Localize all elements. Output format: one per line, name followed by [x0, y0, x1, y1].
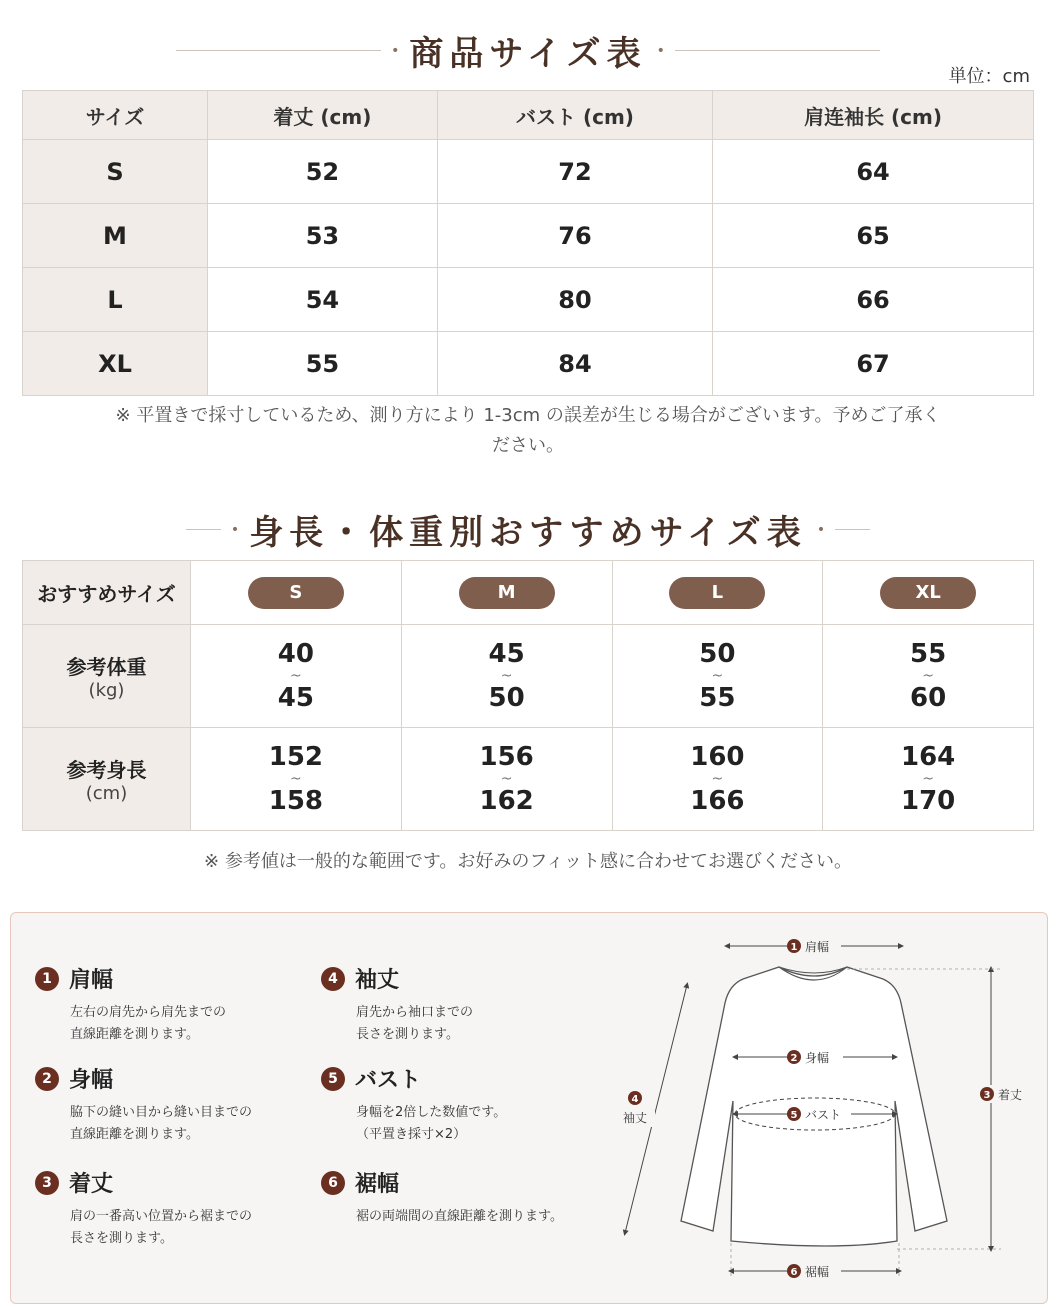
- guide-item-desc: 長さを測ります。: [356, 1027, 459, 1042]
- tilde: ~: [500, 668, 513, 684]
- value-cell: 53: [208, 204, 438, 268]
- guide-item: [321, 1063, 601, 1146]
- weight-unit: (kg): [88, 680, 125, 701]
- header-cell: バスト (cm): [437, 91, 712, 140]
- measurement-guide: [10, 912, 1048, 1304]
- value-cell: 55: [208, 332, 438, 396]
- number-badge: 5: [321, 1067, 345, 1091]
- table-row: [23, 140, 1034, 204]
- weight-label-cell: [23, 625, 191, 728]
- height-range-cell: [191, 728, 402, 831]
- guide-item: [35, 1167, 315, 1250]
- guide-item-title: バスト: [355, 1068, 422, 1093]
- badge-number: 1: [790, 942, 798, 953]
- size-pill: L: [669, 577, 765, 609]
- table-header-row: [23, 91, 1034, 140]
- height-unit: (cm): [85, 783, 128, 804]
- tilde: ~: [290, 771, 302, 787]
- value-cell: 80: [437, 268, 712, 332]
- weight-range-cell: [191, 625, 402, 728]
- height-max: 162: [479, 786, 534, 816]
- size-pill-cell: [612, 561, 823, 625]
- size-pill-cell: [823, 561, 1034, 625]
- recommend-note: ※ 参考値は一般的な範囲です。お好みのフィット感に合わせてお選びください。: [204, 851, 852, 872]
- height-range-cell: [823, 728, 1034, 831]
- title-dot: •: [391, 42, 400, 59]
- guide-item-title: 肩幅: [69, 968, 114, 993]
- size-note-line2: ださい。: [492, 435, 564, 456]
- badge-number: 3: [983, 1090, 991, 1101]
- size-note-line1: ※ 平置きで採寸しているため、測り方により 1-3cm の誤差が生じる場合がございます。予めご了承く: [115, 405, 941, 426]
- height-min: 152: [268, 742, 324, 772]
- title-dot: •: [656, 42, 665, 59]
- weight-max: 45: [277, 683, 314, 713]
- title-line-left: [186, 529, 221, 530]
- shoulder-label: 肩幅: [805, 940, 830, 954]
- number-badge: 3: [35, 1171, 59, 1195]
- title-dot: •: [230, 521, 240, 538]
- value-cell: 72: [437, 140, 712, 204]
- header-cell: サイズ: [23, 91, 208, 140]
- shirt-diagram: [601, 921, 1041, 1301]
- size-pill: M: [459, 577, 555, 609]
- guide-item-desc: 直線距離を測ります。: [70, 1127, 199, 1142]
- header-cell: 肩连袖长 (cm): [713, 91, 1034, 140]
- weight-max: 55: [699, 683, 736, 713]
- size-table: [22, 90, 1034, 396]
- header-cell: 着丈 (cm): [208, 91, 438, 140]
- size-pill-cell: [401, 561, 612, 625]
- value-cell: 66: [713, 268, 1034, 332]
- height-min: 156: [479, 742, 534, 772]
- size-cell: L: [23, 268, 208, 332]
- guide-item-desc: （平置き採寸×2）: [356, 1127, 467, 1142]
- weight-range-cell: [401, 625, 612, 728]
- tilde: ~: [711, 668, 724, 684]
- value-cell: 52: [208, 140, 438, 204]
- guide-item-desc: 肩の一番高い位置から裾までの: [70, 1209, 253, 1224]
- guide-item-desc: 身幅を2倍した数値です。: [356, 1105, 507, 1120]
- badge-number: 5: [790, 1110, 798, 1121]
- tilde: ~: [500, 771, 513, 787]
- title-line-left: [176, 50, 381, 51]
- badge-number: 6: [790, 1267, 798, 1278]
- size-row: [23, 561, 1034, 625]
- weight-min: 45: [488, 639, 525, 669]
- size-pill: XL: [880, 577, 976, 609]
- size-note: [0, 401, 1056, 461]
- guide-item-desc: 長さを測ります。: [70, 1231, 173, 1246]
- value-cell: 54: [208, 268, 438, 332]
- size-pill-cell: [191, 561, 402, 625]
- guide-item-title: 袖丈: [355, 968, 400, 993]
- guide-item-desc: 左右の肩先から肩先までの: [70, 1005, 227, 1020]
- sleeve-label: 袖丈: [622, 1111, 648, 1125]
- tilde: ~: [922, 668, 934, 684]
- title-dot: •: [816, 521, 826, 538]
- guide-item-title: 着丈: [69, 1172, 114, 1197]
- value-cell: 65: [713, 204, 1034, 268]
- guide-item-desc: 脇下の縫い目から縫い目までの: [70, 1105, 253, 1120]
- value-cell: 67: [713, 332, 1034, 396]
- tilde: ~: [711, 771, 724, 787]
- size-chart-title-text: 商品サイズ表: [409, 34, 647, 74]
- height-label-cell: [23, 728, 191, 831]
- guide-item: [321, 1167, 601, 1228]
- title-line-right: [835, 529, 870, 530]
- guide-item: [35, 963, 315, 1046]
- recommend-size-label: おすすめサイズ: [23, 561, 191, 625]
- weight-row: [23, 625, 1034, 728]
- recommend-table: [22, 560, 1034, 831]
- size-cell: XL: [23, 332, 208, 396]
- badge-number: 2: [790, 1053, 798, 1064]
- weight-max: 50: [488, 683, 525, 713]
- value-cell: 64: [713, 140, 1034, 204]
- number-badge: 2: [35, 1067, 59, 1091]
- guide-item-desc: 直線距離を測ります。: [70, 1027, 199, 1042]
- guide-item-title: 身幅: [69, 1068, 114, 1093]
- height-max: 166: [690, 786, 745, 816]
- weight-range-cell: [823, 625, 1034, 728]
- weight-min: 55: [910, 639, 947, 669]
- weight-max: 60: [910, 683, 947, 713]
- height-range-cell: [401, 728, 612, 831]
- guide-item: [35, 1063, 315, 1146]
- weight-range-cell: [612, 625, 823, 728]
- height-min: 164: [900, 742, 956, 772]
- weight-min: 40: [277, 639, 314, 669]
- body-width-label: 身幅: [805, 1051, 830, 1065]
- height-range-cell: [612, 728, 823, 831]
- table-row: [23, 204, 1034, 268]
- title-line-right: [675, 50, 880, 51]
- height-max: 158: [268, 786, 324, 816]
- number-badge: 1: [35, 967, 59, 991]
- table-row: [23, 268, 1034, 332]
- height-label: 参考身長: [66, 758, 147, 782]
- guide-item-desc: 裾の両端間の直線距離を測ります。: [356, 1209, 563, 1224]
- hem-label: 裾幅: [805, 1265, 830, 1279]
- table-row: [23, 332, 1034, 396]
- bust-label: バスト: [805, 1108, 842, 1122]
- recommend-chart-title-text: 身長・体重別おすすめサイズ表: [249, 513, 807, 553]
- height-row: [23, 728, 1034, 831]
- height-max: 170: [900, 786, 956, 816]
- size-chart-title: [0, 26, 1056, 75]
- tilde: ~: [922, 771, 934, 787]
- value-cell: 76: [437, 204, 712, 268]
- size-cell: M: [23, 204, 208, 268]
- weight-label: 参考体重: [66, 655, 147, 679]
- guide-item-title: 裾幅: [355, 1172, 400, 1197]
- guide-item-desc: 肩先から袖口までの: [356, 1005, 474, 1020]
- unit-label: 単位：cm: [948, 66, 1030, 87]
- badge-number: 4: [631, 1094, 639, 1105]
- length-label: 着丈: [998, 1088, 1023, 1102]
- guide-item: [321, 963, 601, 1046]
- number-badge: 6: [321, 1171, 345, 1195]
- weight-min: 50: [699, 639, 736, 669]
- height-min: 160: [690, 742, 745, 772]
- tilde: ~: [290, 668, 302, 684]
- value-cell: 84: [437, 332, 712, 396]
- size-cell: S: [23, 140, 208, 204]
- number-badge: 4: [321, 967, 345, 991]
- recommend-chart-title: [0, 505, 1056, 554]
- size-pill: S: [248, 577, 344, 609]
